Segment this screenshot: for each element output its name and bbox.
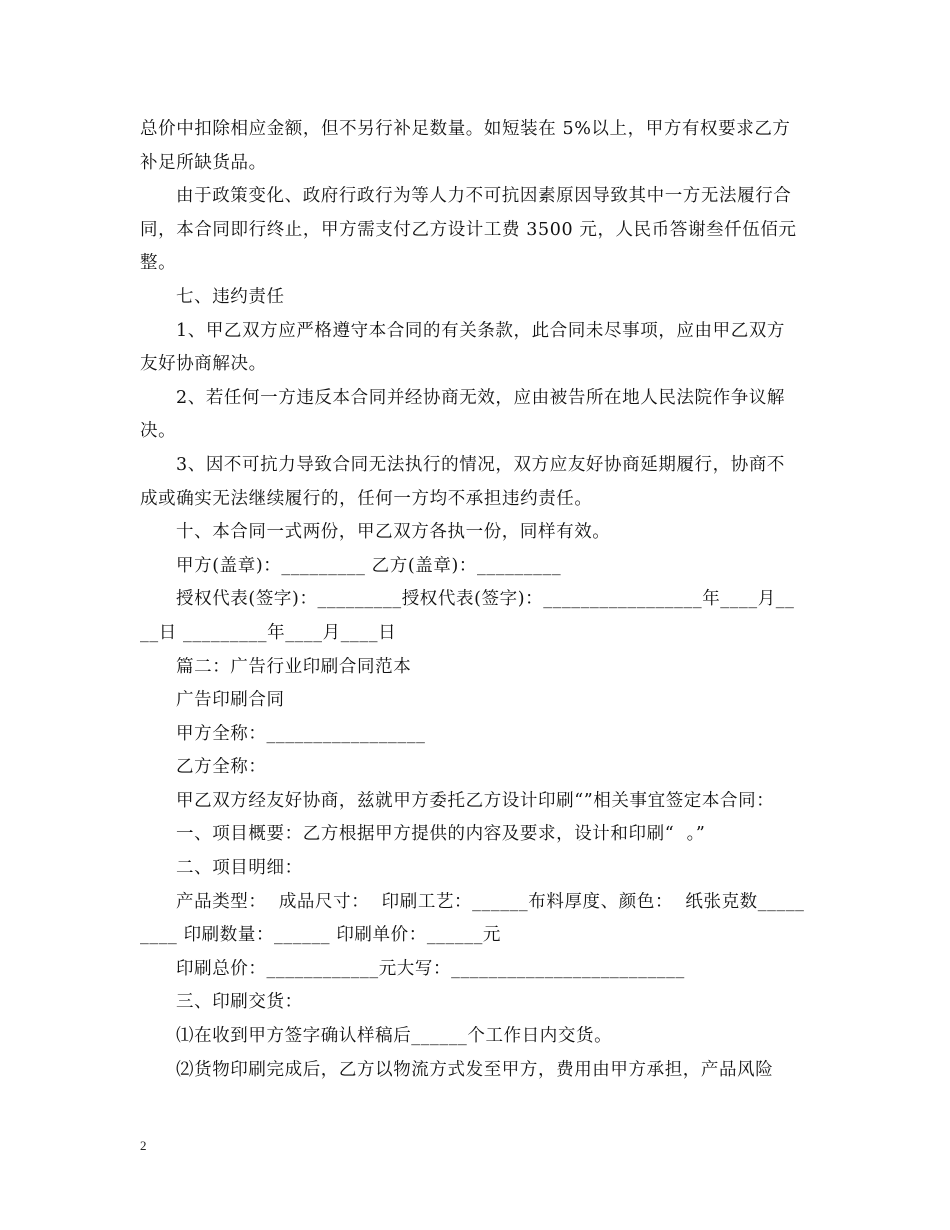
text-line: 印刷总价：____________元大写：_________________________ [176, 958, 685, 979]
section-heading: 三、印刷交货： [176, 992, 303, 1013]
text-line: 整。 [140, 253, 177, 274]
text-line: 同，本合同即行终止，甲方需支付乙方设计工费 3500 元，人民币答谢叁仟伍佰元 [140, 219, 797, 240]
page-number: 2 [140, 1138, 147, 1153]
text-line: 1、甲乙双方应严格遵守本合同的有关条款，此合同未尽事项，应由甲乙双方 [176, 320, 786, 341]
section-heading: 篇二：广告行业印刷合同范本 [176, 656, 412, 677]
section-heading: 二、项目明细： [176, 858, 303, 879]
text-line: 一、项目概要：乙方根据甲方提供的内容及要求，设计和印刷“ 。” [176, 824, 706, 845]
text-line: ⑴在收到甲方签字确认样稿后______个工作日内交货。 [176, 1026, 613, 1047]
contract-title: 广告印刷合同 [176, 690, 285, 711]
signature-line: 甲方(盖章)：_________ 乙方(盖章)：_________ [176, 555, 562, 576]
text-line: 友好协商解决。 [140, 354, 267, 375]
text-line: 3、因不可抗力导致合同无法执行的情况，双方应友好协商延期履行，协商不 [176, 454, 786, 475]
document-body [140, 113, 815, 1087]
text-line: 2、若任何一方违反本合同并经协商无效，应由被告所在地人民法院作争议解 [176, 387, 786, 408]
text-line: 甲乙双方经友好协商，兹就甲方委托乙方设计印刷“”相关事宜签定本合同： [176, 790, 775, 811]
text-line: 产品类型： 成品尺寸： 印刷工艺：______布料厚度、颜色： 纸张克数_____ [176, 891, 805, 912]
text-line: 十、本合同一式两份，甲乙双方各执一份，同样有效。 [176, 522, 611, 543]
text-line: 乙方全称： [176, 757, 267, 778]
text-line: 甲方全称：_________________ [176, 723, 426, 744]
signature-line: __日 _________年____月____日 [140, 622, 397, 643]
text-line: 决。 [140, 421, 177, 442]
text-line: 成或确实无法继续履行的，任何一方均不承担违约责任。 [140, 488, 593, 509]
text-line: ⑵货物印刷完成后，乙方以物流方式发至甲方，费用由甲方承担，产品风险 [176, 1059, 774, 1080]
signature-line: 授权代表(签字)：_________授权代表(签字)：_________________年____月__ [176, 589, 795, 610]
text-line: 补足所缺货品。 [140, 152, 267, 173]
text-line: 由于政策变化、政府行政行为等人力不可抗因素原因导致其中一方无法履行合 [176, 186, 792, 207]
text-line: ____ 印刷数量：______ 印刷单价：______元 [140, 925, 502, 946]
section-heading: 七、违约责任 [176, 286, 285, 307]
text-line: 总价中扣除相应金额，但不另行补足数量。如短装在 5%以上，甲方有权要求乙方 [140, 119, 791, 139]
